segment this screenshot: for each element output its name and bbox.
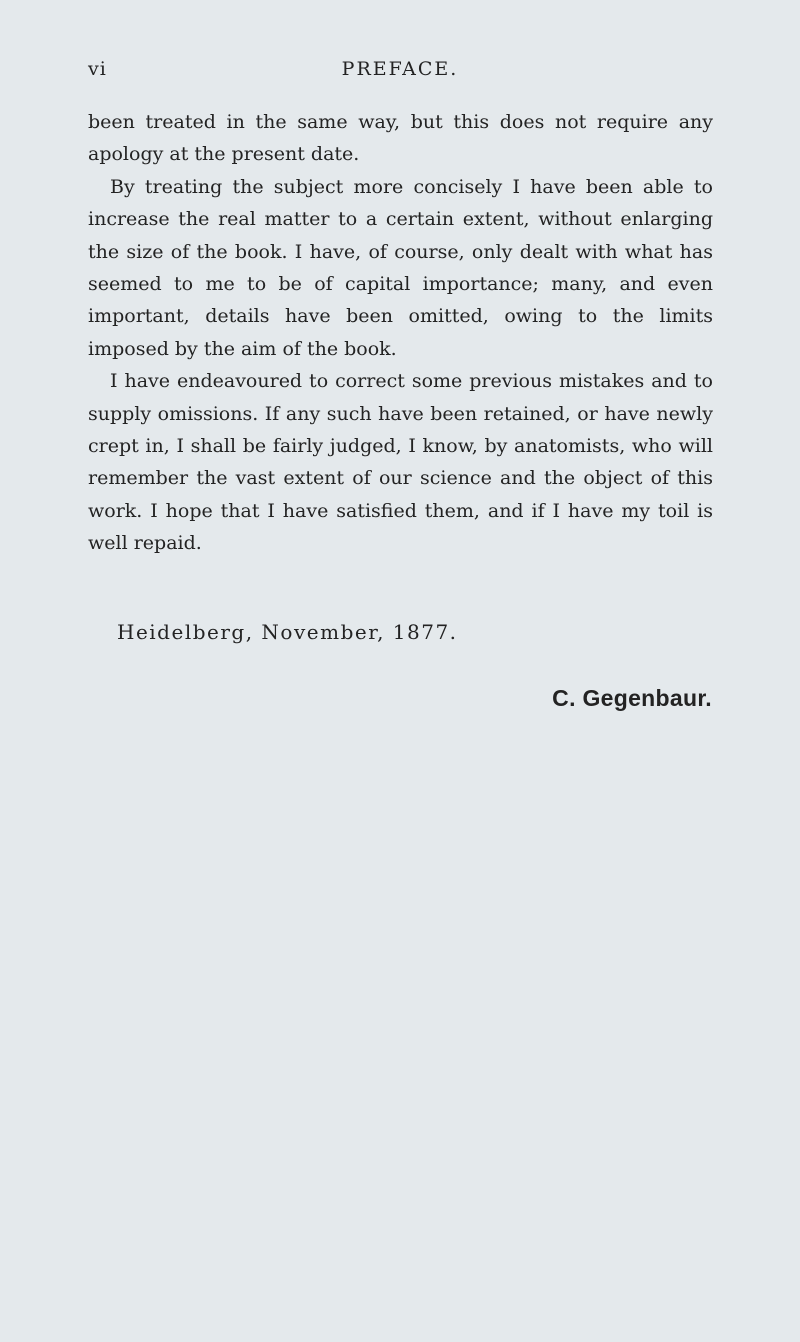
paragraph-corrections: I have endeavoured to correct some previous mistakes and to supply omissions. If any such have been retained, or have newly crept in, I shall be fairly judged, I know, by anatomists, who will remember the vast extent of our science and the object of this work. I hope that I have satisfied them, and if I have my toil is well repaid. xyxy=(88,370,713,555)
dateline: Heidelberg, November, 1877. xyxy=(117,620,458,644)
preface-body xyxy=(88,106,713,560)
running-head xyxy=(88,58,712,88)
running-title: PREFACE. xyxy=(341,58,459,80)
author-signature: C. Gegenbaur. xyxy=(552,685,712,711)
page-number: vi xyxy=(88,58,107,80)
paragraph-conciseness: By treating the subject more concisely I have been able to increase the real matter to a certain extent, without enlarging the size of the book. I have, of course, only dealt with what has seemed to me to be of capital importance; many, and even important, details have been omitted, owing to the limits imposed by the aim of the book. xyxy=(88,175,713,360)
paragraph-continuation: been treated in the same way, but this does not require any apology at the present date. xyxy=(88,111,713,166)
